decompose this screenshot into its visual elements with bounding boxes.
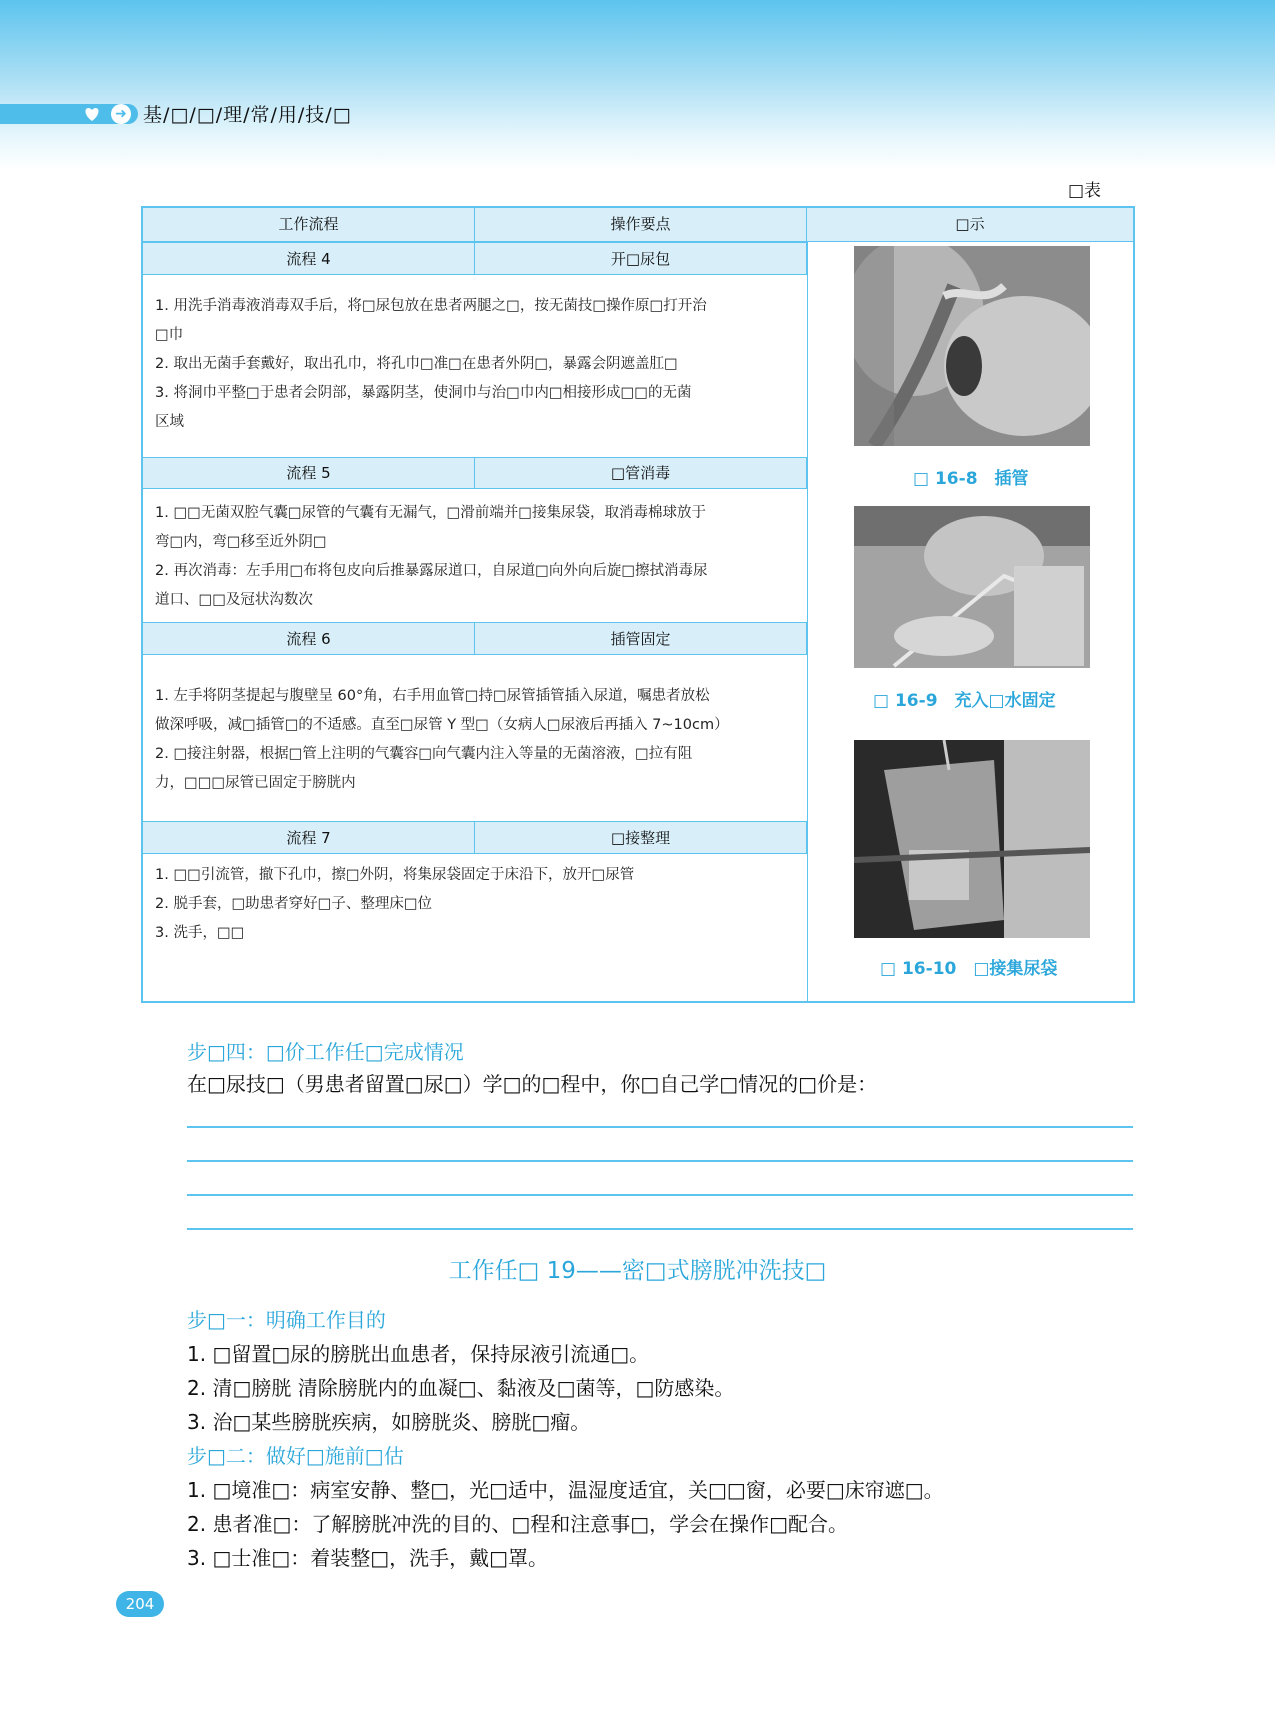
step1-heading: 步□一：明确工作目的 (187, 1308, 386, 1332)
running-header-title: 基/□/□/理/常/用/技/□ (143, 104, 352, 126)
step-line: 1. □□无菌双腔气囊□尿管的气囊有无漏气，□滑前端并□接集尿袋，取消毒棉球放于 (155, 505, 706, 521)
step1-item: 3. 治□某些膀胱疾病，如膀胱炎、膀胱□瘤。 (187, 1410, 591, 1434)
step2-item: 3. □士准□：着装整□，洗手，戴□罩。 (187, 1546, 549, 1570)
step1-item: 1. □留置□尿的膀胱出血患者，保持尿液引流通□。 (187, 1342, 650, 1366)
heart-icon (82, 104, 102, 124)
evaluation-prompt: 在□尿技□（男患者留置□尿□）学□的□程中，你□自己学□情况的□价是： (187, 1072, 878, 1096)
step-title: □管消毒 (475, 457, 807, 489)
step-line: 1. 用洗手消毒液消毒双手后，将□尿包放在患者两腿之□，按无菌技□操作原□打开治 (155, 298, 707, 314)
figure-drainage-bag-photo (854, 740, 1090, 938)
figure-caption: □ 16-8 插管 (913, 469, 1029, 489)
step-label: 流程 5 (143, 457, 475, 489)
figure-balloon-fill-photo (854, 506, 1090, 668)
step-line: 弯□内，弯□移至近外阴□ (155, 534, 327, 550)
answer-line (187, 1194, 1133, 1196)
step-title: 开□尿包 (475, 242, 807, 275)
step-label: 流程 7 (143, 821, 475, 854)
step-line: 区域 (155, 414, 184, 430)
balloon-fill-image (854, 506, 1090, 668)
step2-item: 2. 患者准□：了解膀胱冲洗的目的、□程和注意事□，学会在操作□配合。 (187, 1512, 849, 1536)
procedure-table (141, 206, 1135, 1003)
step-description (155, 682, 785, 798)
figure-catheter-insertion-photo (854, 246, 1090, 446)
step-label: 流程 4 (143, 242, 475, 275)
step-line: 2. 取出无菌手套戴好，取出孔巾，将孔巾□准□在患者外阴□，暴露会阴遮盖肛□ (155, 356, 678, 372)
answer-line (187, 1126, 1133, 1128)
step-line: 1. 左手将阴茎提起与腹壁呈 60°角，右手用血管□持□尿管插管插入尿道，嘱患者放松 (155, 688, 710, 704)
step2-heading: 步□二：做好□施前□估 (187, 1444, 404, 1468)
step-title: 插管固定 (475, 622, 807, 655)
column-header-workflow: 工作流程 (143, 208, 475, 242)
answer-line (187, 1160, 1133, 1162)
evaluation-heading: 步□四：□价工作任□完成情况 (187, 1040, 464, 1064)
arrow-right-icon: ➜ (111, 104, 131, 124)
drainage-bag-image (854, 740, 1090, 938)
step-description (155, 499, 785, 615)
column-header-key-points: 操作要点 (475, 208, 807, 242)
step-line: 2. □接注射器，根据□管上注明的气囊容□向气囊内注入等量的无菌溶液，□拉有阻 (155, 746, 693, 762)
catheter-insertion-image (854, 246, 1090, 446)
task-title: 工作任□ 19——密□式膀胱冲洗技□ (448, 1258, 827, 1284)
step2-item: 1. □境准□：病室安静、整□，光□适中，温湿度适宜，关□□窗，必要□床帘遮□。 (187, 1478, 944, 1502)
step-line: 2. 脱手套，□助患者穿好□子、整理床□位 (155, 896, 433, 912)
step-line: 1. □□引流管，撤下孔巾，擦□外阴，将集尿袋固定于床沿下，放开□尿管 (155, 867, 635, 883)
step-description (155, 292, 785, 437)
step-line: 3. 将洞巾平整□于患者会阴部，暴露阴茎，使洞巾与治□巾内□相接形成□□的无菌 (155, 385, 692, 401)
step-description (155, 861, 785, 948)
figure-caption: □ 16-9 充入□水固定 (873, 691, 1056, 711)
step-line: 道口、□□及冠状沟数次 (155, 592, 313, 608)
step-line: 做深呼吸，减□插管□的不适感。直至□尿管 Y 型□（女病人□尿液后再插入 7~10cm） (155, 717, 729, 733)
figure-caption: □ 16-10 □接集尿袋 (880, 959, 1058, 979)
step1-item: 2. 清□膀胱 清除膀胱内的血凝□、黏液及□菌等，□防感染。 (187, 1376, 735, 1400)
step-line: □巾 (155, 327, 184, 343)
continued-table-label: □表 (1068, 181, 1102, 201)
page-number: 204 (116, 1591, 164, 1617)
step-line: 2. 再次消毒：左手用□布将包皮向后推暴露尿道口，自尿道□向外向后旋□擦拭消毒尿 (155, 563, 708, 579)
top-gradient-band (0, 0, 1275, 170)
step-line: 3. 洗手，□□ (155, 925, 245, 941)
step-title: □接整理 (475, 821, 807, 854)
column-divider (807, 242, 808, 1001)
answer-line (187, 1228, 1133, 1230)
step-line: 力，□□□尿管已固定于膀胱内 (155, 775, 356, 791)
step-label: 流程 6 (143, 622, 475, 655)
column-header-illustration: □示 (807, 208, 1133, 242)
